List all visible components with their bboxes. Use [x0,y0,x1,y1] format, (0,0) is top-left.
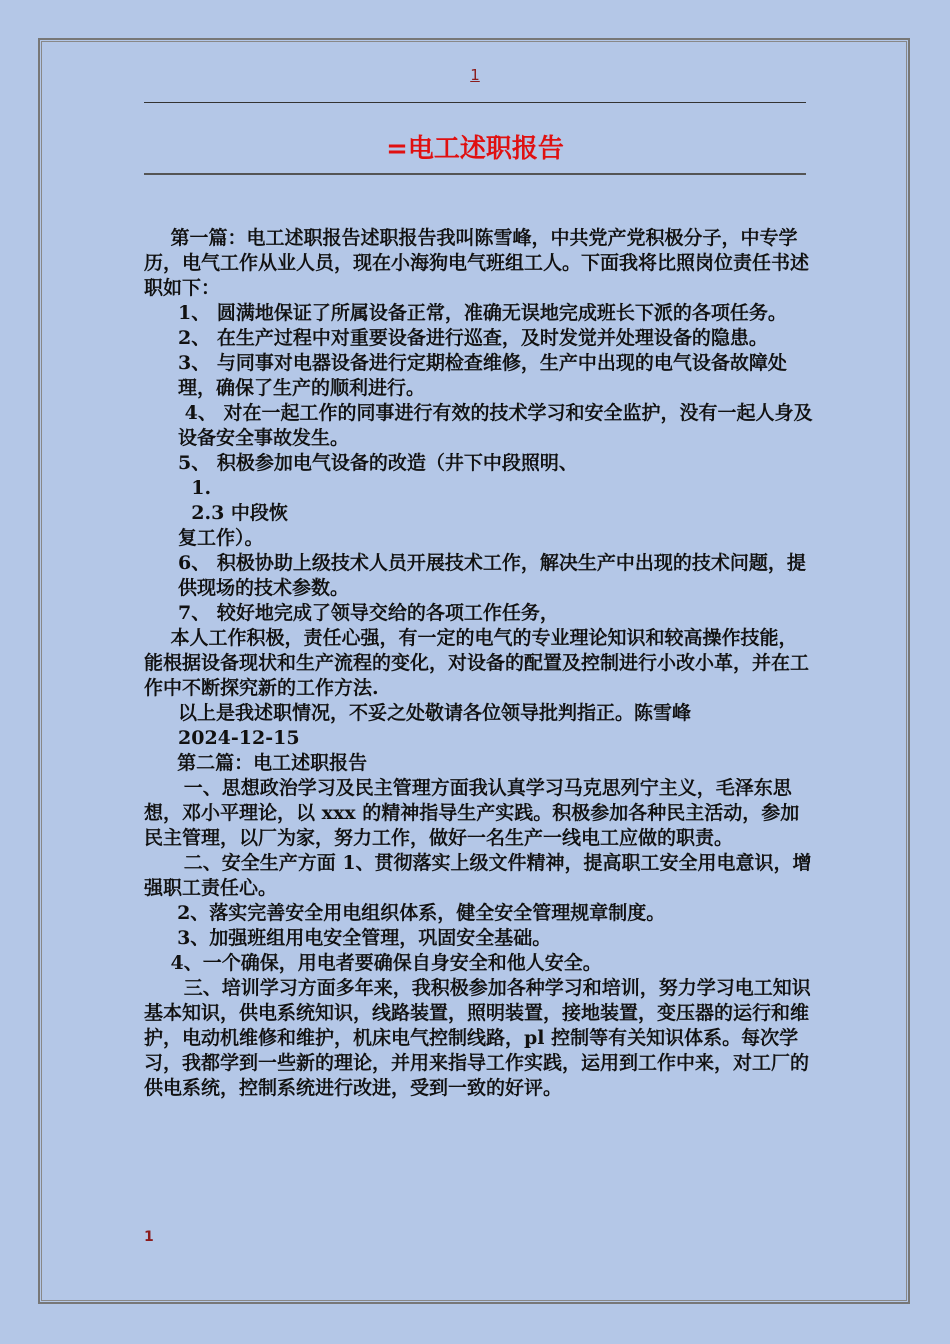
body-paragraph: 三、培训学习方面多年来，我积极参加各种学习和培训，努力学习电工知识基本知识，供电系统知识，线路装置，照明装置，接地装置，变压器的运行和维护，电动机维修和维护，机床电气控制线路，pl 控制等有关知识体系。每次学习，我都学到一些新的理论，并用来指导工作实践，运用到工作中来，对工厂的供电系统，控制系统进行改进，受到一致的好评。 [144,977,811,1099]
body-paragraph: 二、安全生产方面 1、贯彻落实上级文件精神，提高职工安全用电意识，增强职工责任心。 [144,852,812,899]
title-rule [144,173,806,175]
body-paragraph: 3、加强班组用电安全管理，巩固安全基础。 [144,927,552,949]
body-paragraph: 5、 积极参加电气设备的改造（井下中段照明、 [178,452,578,474]
body-paragraph: 2、 在生产过程中对重要设备进行巡查，及时发觉并处理设备的隐患。 [178,327,768,349]
body-paragraph: 复工作）。 [178,527,264,549]
body-paragraph: 2024-12-15 [178,727,300,749]
body-paragraph: 1. [178,477,212,499]
body-paragraph: 1、 圆满地保证了所属设备正常，准确无误地完成班长下派的各项任务。 [178,302,787,324]
header-rule [144,102,806,103]
body-paragraph: 7、 较好地完成了领导交给的各项工作任务， [178,602,559,624]
header-page-number: 1 [470,66,480,84]
body-paragraph: 第一篇：电工述职报告述职报告我叫陈雪峰，中共党产党积极分子，中专学历，电气工作从业人员，现在小海狗电气班组工人。下面我将比照岗位责任书述职如下： [144,227,810,299]
footer-page-number: 1 [144,1229,154,1245]
document-title: =电工述职报告 [386,134,564,164]
body-paragraph: 3、 与同事对电器设备进行定期检查维修，生产中出现的电气设备故障处理，确保了生产的顺利进行。 [178,352,787,399]
body-paragraph: 一、思想政治学习及民主管理方面我认真学习马克思列宁主义，毛泽东思想，邓小平理论，以 xxx 的精神指导生产实践。积极参加各种民主活动，参加民主管理，以厂为家，努力工作，做好一名生产一线电工应做的职责。 [144,777,800,849]
body-paragraph: 第二篇：电工述职报告 [144,752,368,774]
body-paragraph: 本人工作积极，责任心强，有一定的电气的专业理论知识和较高操作技能，能根据设备现状和生产流程的变化，对设备的配置及控制进行小改小革，并在工作中不断探究新的工作方法. [144,627,810,699]
body-paragraph: 6、 积极协助上级技术人员开展技术工作，解决生产中出现的技术问题，提供现场的技术参数。 [178,552,806,599]
body-paragraph: 2.3 中段恢 [178,502,288,524]
body-paragraph: 以上是我述职情况，不妥之处敬请各位领导批判指正。陈雪峰 [178,702,692,724]
body-paragraph: 4、 对在一起工作的同事进行有效的技术学习和安全监护，没有一起人身及设备安全事故发生。 [178,402,813,449]
body-paragraph: 2、落实完善安全用电组织体系，健全安全管理规章制度。 [144,902,666,924]
body-paragraph: 4、一个确保，用电者要确保自身安全和他人安全。 [144,952,602,974]
document-body [144,226,814,1101]
